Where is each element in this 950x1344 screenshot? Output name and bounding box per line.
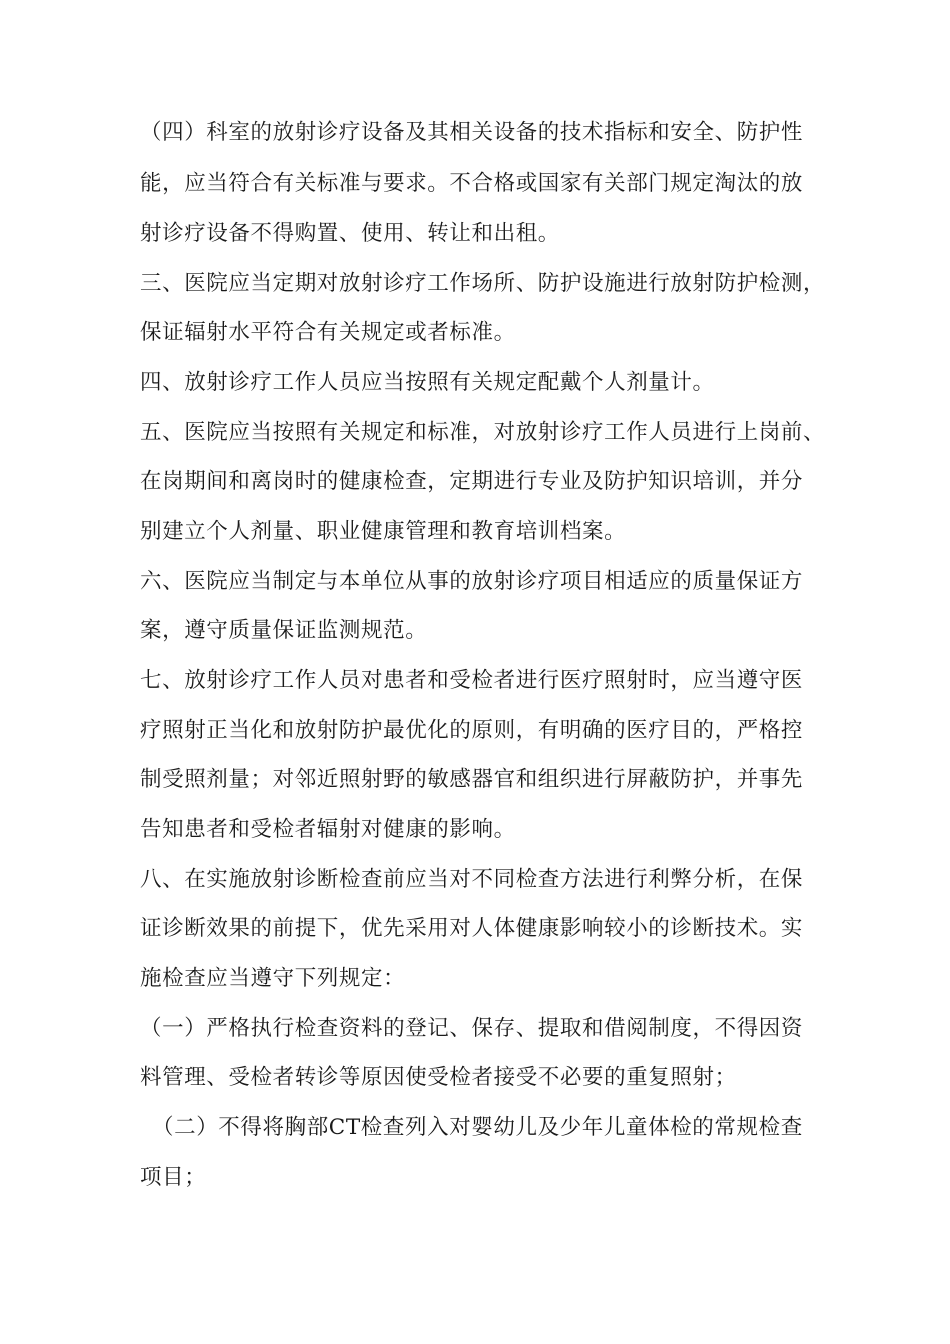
text-line: 七、放射诊疗工作人员对患者和受检者进行医疗照射时，应当遵守医 <box>140 668 804 693</box>
text-line: 料管理、受检者转诊等原因使受检者接受不必要的重复照射； <box>140 1065 737 1090</box>
text-line: 三、医院应当定期对放射诊疗工作场所、防护设施进行放射防护检测， <box>140 271 826 296</box>
text-line: 施检查应当遵守下列规定： <box>140 966 406 991</box>
text-line: （一）严格执行检查资料的登记、保存、提取和借阅制度，不得因资 <box>140 1016 804 1041</box>
text-line: 项目； <box>140 1165 207 1190</box>
text-line: 告知患者和受检者辐射对健康的影响。 <box>140 817 516 842</box>
text-line: 案，遵守质量保证监测规范。 <box>140 618 428 643</box>
text-line: 六、医院应当制定与本单位从事的放射诊疗项目相适应的质量保证方 <box>140 569 804 594</box>
text-line: 证诊断效果的前提下，优先采用对人体健康影响较小的诊断技术。实 <box>140 916 804 941</box>
text-line: （二）不得将胸部CT检查列入对婴幼儿及少年儿童体检的常规检查 <box>152 1115 803 1140</box>
text-line: （四）科室的放射诊疗设备及其相关设备的技术指标和安全、防护性 <box>140 120 804 145</box>
text-line: 四、放射诊疗工作人员应当按照有关规定配戴个人剂量计。 <box>140 370 715 395</box>
text-line: 制受照剂量；对邻近照射野的敏感器官和组织进行屏蔽防护，并事先 <box>140 767 804 792</box>
text-line: 能，应当符合有关标准与要求。不合格或国家有关部门规定淘汰的放 <box>140 171 804 196</box>
text-line: 五、医院应当按照有关规定和标准，对放射诊疗工作人员进行上岗前、 <box>140 420 826 445</box>
text-line: 射诊疗设备不得购置、使用、转让和出租。 <box>140 221 560 246</box>
text-line: 八、在实施放射诊断检查前应当对不同检查方法进行利弊分析，在保 <box>140 867 804 892</box>
text-line: 别建立个人剂量、职业健康管理和教育培训档案。 <box>140 519 627 544</box>
text-line: 保证辐射水平符合有关规定或者标准。 <box>140 320 516 345</box>
text-line: 在岗期间和离岗时的健康检查，定期进行专业及防护知识培训，并分 <box>140 469 804 494</box>
text-line: 疗照射正当化和放射防护最优化的原则，有明确的医疗目的，严格控 <box>140 718 804 743</box>
